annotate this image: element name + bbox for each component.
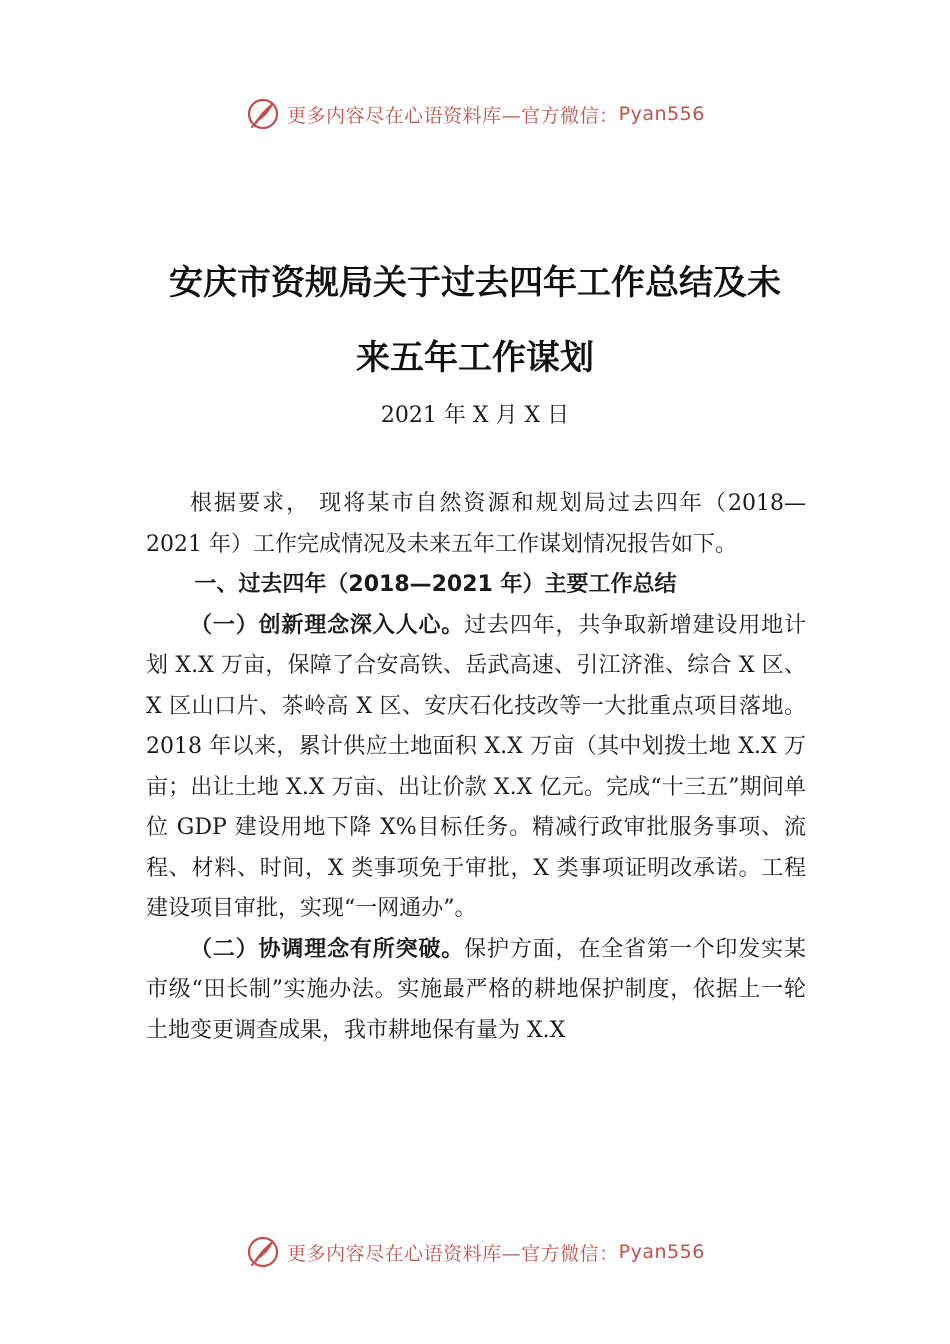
document-title-line-1: 安庆市资规局关于过去四年工作总结及未 (169, 263, 781, 303)
quill-logo-icon (245, 96, 281, 132)
intro-paragraph: 根据要求， 现将某市自然资源和规划局过去四年（2018—2021 年）工作完成情况及未来五年工作谋划情况报告如下。 (146, 491, 806, 557)
paragraph-item-2 (146, 930, 806, 1052)
quill-logo-icon (245, 1234, 281, 1270)
document-title-line-2: 来五年工作谋划 (356, 338, 594, 378)
item-2-lead: （二）协调理念有所突破。 (190, 936, 465, 962)
item-1-lead: （一）创新理念深入人心。 (190, 612, 465, 638)
document-body (146, 484, 806, 1051)
banner-text: 更多内容尽在心语资料库—官方微信： (287, 104, 619, 127)
item-1-text: 过去四年，共争取新增建设用地计划 X.X 万亩，保障了合安高铁、岳武高速、引江济淮、综合 X 区、X 区山口片、茶岭高 X 区、安庆石化技改等一大批重点项目落地。2018 年以来，累计供应土地面积 X.X 万亩（其中划拨土地 X.X 万亩；出让土地 X.X 万亩、出让价款 X.X 亿元。完成“十三五”期间单位 GDP 建设用地下降 X%目标任务。精减行政审批服务事项、流程、材料、时间，X 类事项免于审批，X 类事项证明改承诺。工程建设项目审批，实现“一网通办”。 (146, 612, 806, 921)
section-heading: 一、过去四年（2018—2021 年）主要工作总结 (194, 572, 677, 597)
item-2-text: 保护方面，在全省第一个印发实某市级“田长制”实施办法。实施最严格的耕地保护制度，依据上一轮土地变更调查成果，我市耕地保有量为 X.X (146, 936, 806, 1043)
banner-text: 更多内容尽在心语资料库—官方微信： (287, 1242, 619, 1265)
footer-banner (0, 1232, 950, 1272)
document-date: 2021 年 X 月 X 日 (380, 403, 570, 428)
banner-wechat-id: Pyan556 (618, 1241, 705, 1263)
paragraph-item-1 (146, 606, 806, 930)
banner-wechat-id: Pyan556 (618, 103, 705, 125)
header-banner (0, 94, 950, 134)
